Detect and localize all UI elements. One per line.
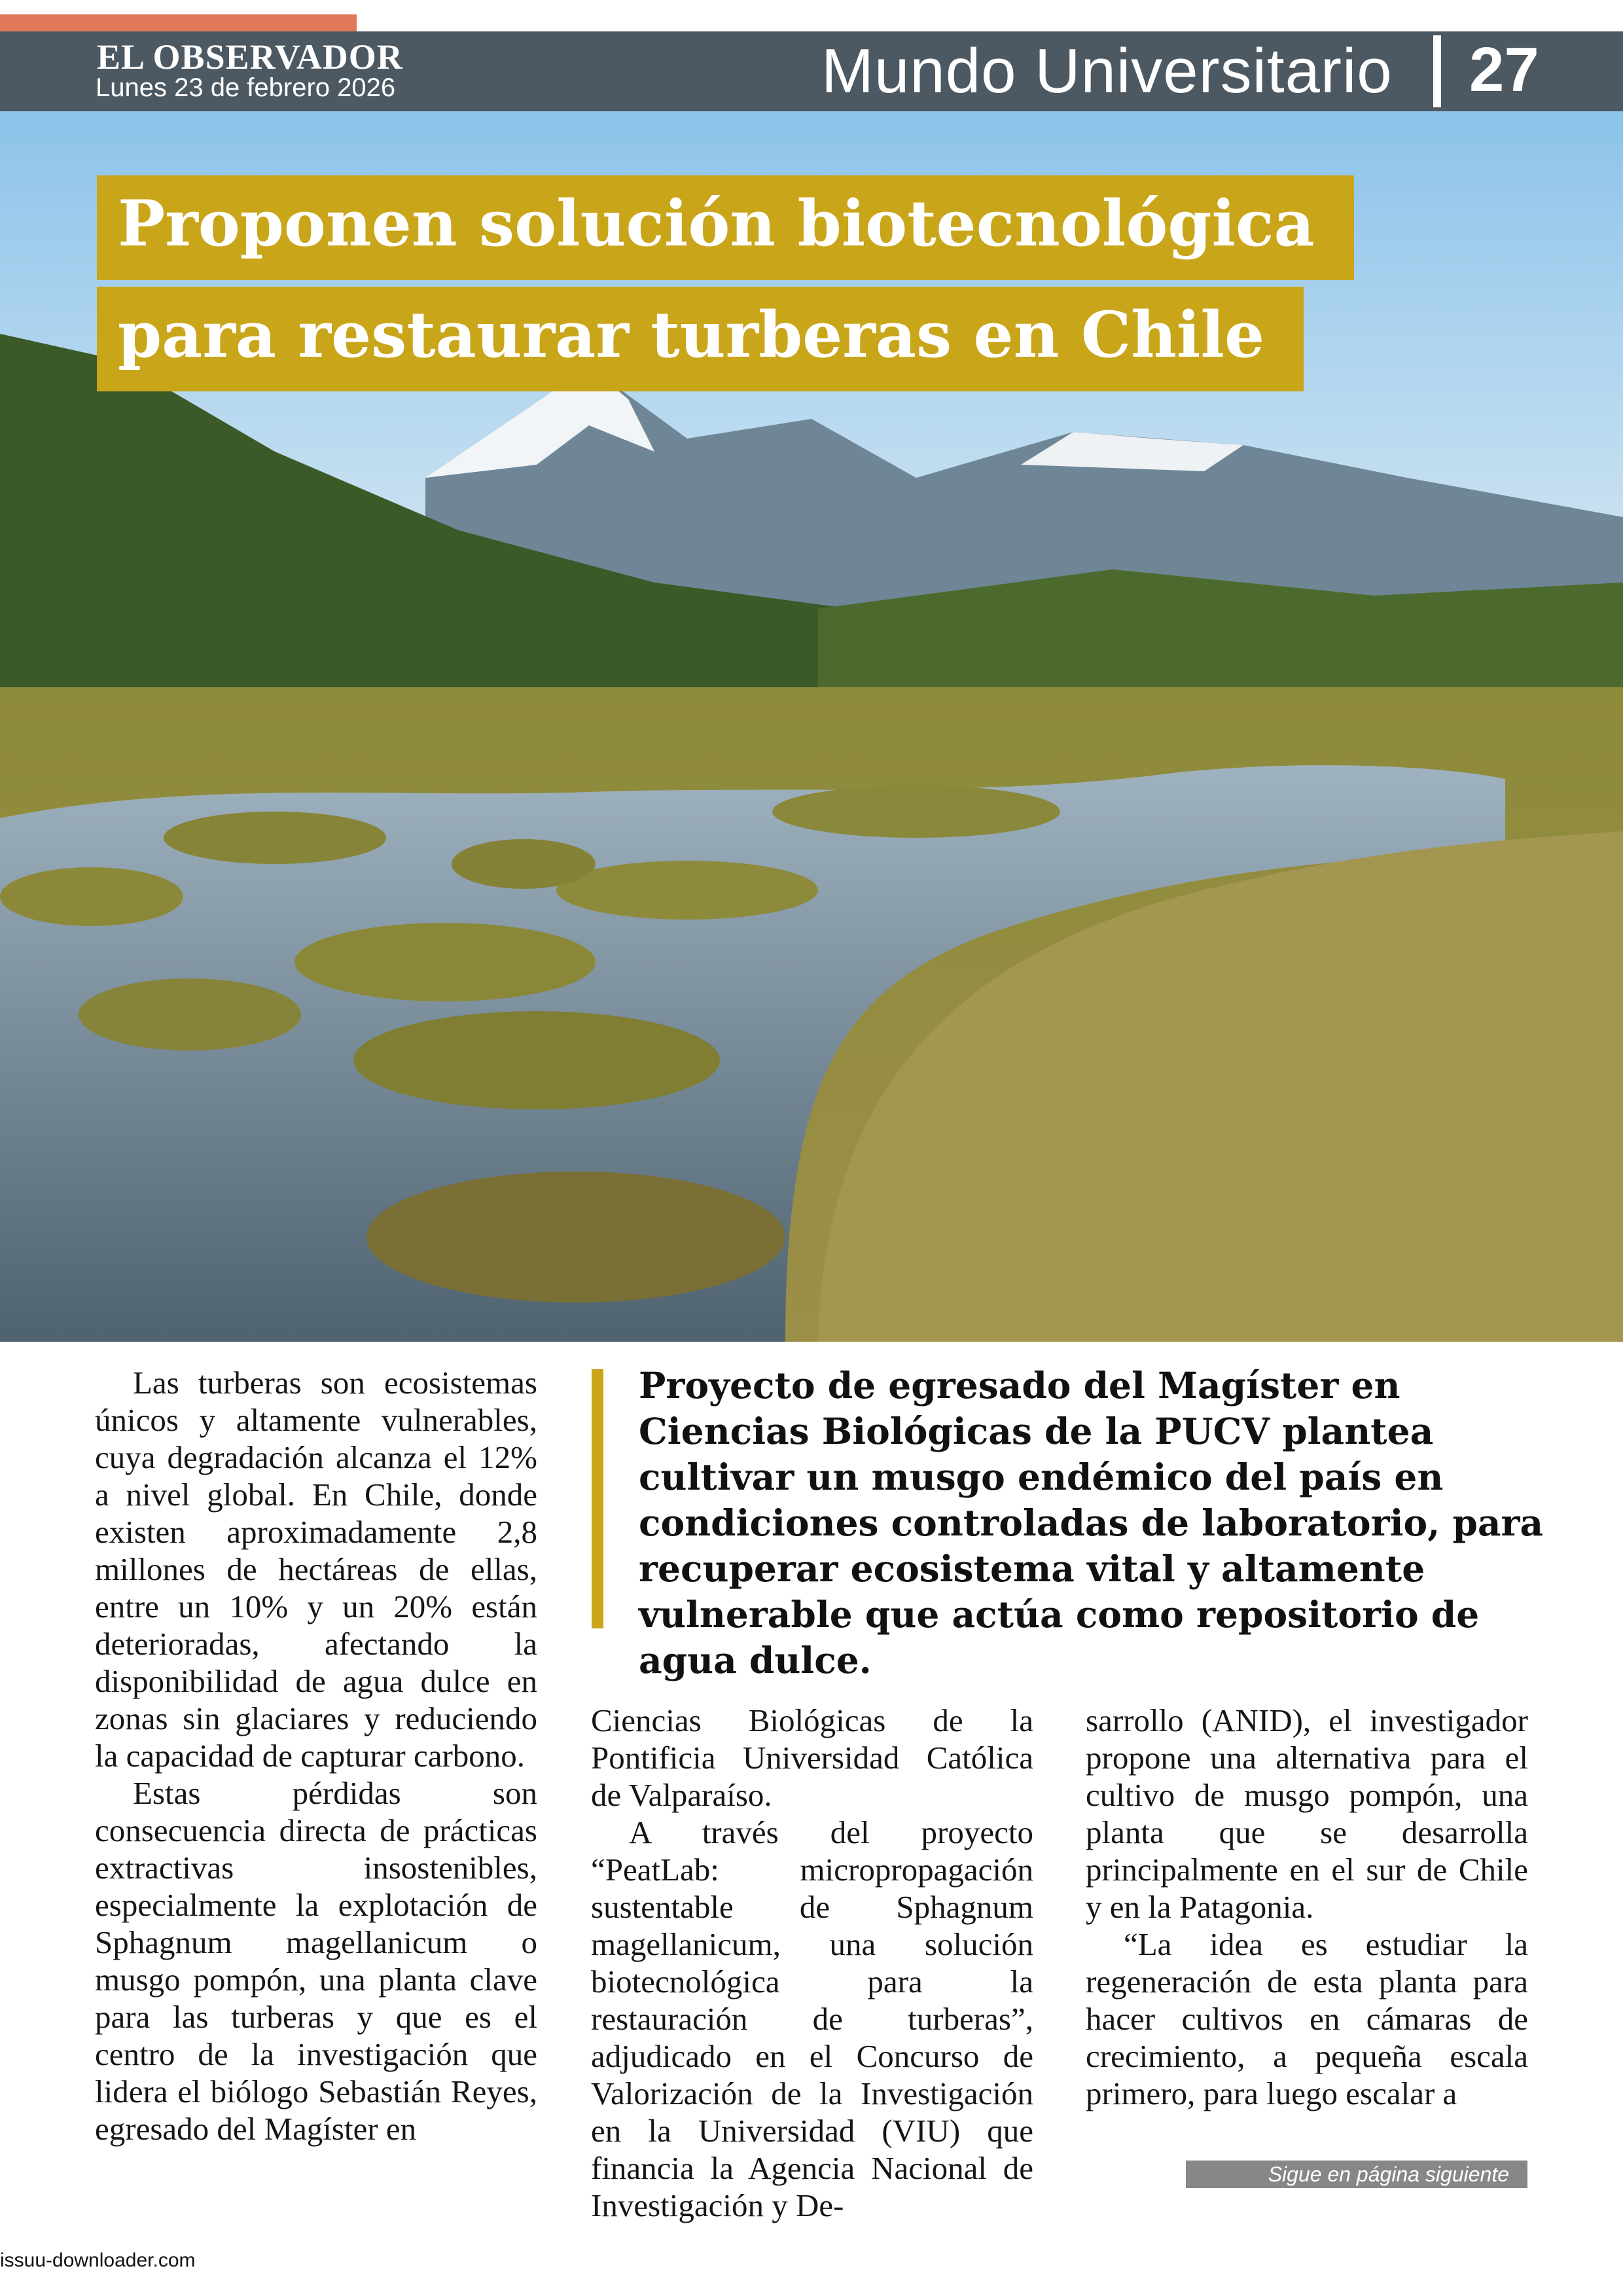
article-column-2 [591, 1702, 1033, 2224]
moss-hummock [772, 785, 1060, 838]
section-title: Mundo Universitario [821, 36, 1393, 106]
moss-hummock [0, 867, 183, 926]
moss-hummock [353, 1011, 720, 1109]
body-paragraph: sarrollo (ANID), el investigador propone una alternativa para el cultivo de musgo pompón, una planta que se desarrolla principalmente en el sur de Chile y en la Patagonia. [1086, 1702, 1528, 1925]
body-paragraph: Ciencias Biológicas de la Pontificia Universidad Católica de Valparaíso. [591, 1702, 1033, 1813]
masthead-accent-tab [0, 14, 357, 31]
moss-hummock [556, 861, 818, 920]
masthead [0, 31, 1623, 111]
headline-line-1: Proponen solución biotecnológica [97, 175, 1354, 280]
moss-hummock [294, 923, 596, 1001]
issue-date: Lunes 23 de febrero 2026 [96, 73, 396, 102]
moss-hummock [452, 839, 596, 889]
page-number: 27 [1469, 35, 1539, 105]
body-paragraph: Estas pérdidas son consecuencia directa de prácticas extractivas insostenibles, especialmente la explotación de Sphagnum magellanicum o musgo pompón, una planta clave para las turberas y que es el centro de la investigación que lidera el biólogo Sebastián Reyes, egresado del Magíster en [95, 1775, 537, 2147]
headline [97, 175, 1354, 398]
moss-hummock [164, 812, 386, 864]
body-paragraph: “La idea es estudiar la regeneración de esta planta para hacer cultivos en cámaras de crecimiento, a pequeña escala primero, para luego escalar a [1086, 1926, 1528, 2111]
headline-line-2: para restaurar turberas en Chile [97, 287, 1304, 391]
lead-accent-bar [592, 1369, 603, 1628]
body-paragraph: Las turberas son ecosistemas únicos y altamente vulnerables, cuya degradación alcanza el 12% a nivel global. En Chile, donde existen aproximadamente 2,8 millones de hectáreas de ellas, entre un 10% y un 20% están deterioradas, afectando la disponibilidad de agua dulce en zonas sin glaciares y reduciendo la capacidad de capturar carbono. [95, 1365, 537, 1774]
body-paragraph: A través del proyecto “PeatLab: micropropagación sustentable de Sphagnum magellanicum, una solución biotecnológica para la restauración de turberas”, adjudicado en el Concurso de Valorización de la Investigación en la Universidad (VIU) que financia la Agencia Nacional de Investigación y De- [591, 1814, 1033, 2223]
footer-source: issuu-downloader.com [0, 2250, 196, 2271]
newspaper-name: EL OBSERVADOR [97, 37, 403, 77]
masthead-divider [1433, 35, 1441, 107]
moss-hummock [79, 978, 301, 1050]
moss-hummock [366, 1172, 785, 1302]
article-column-1 [95, 1364, 537, 2147]
lead-paragraph: Proyecto de egresado del Magíster en Ciencias Biológicas de la PUCV plantea cultivar un musgo endémico del país en condiciones controladas de laboratorio, para recuperar ecosistema vital y altamente vulnerable que actúa como repositorio de agua dulce. [639, 1364, 1544, 1681]
article-column-3 [1086, 1702, 1528, 2112]
continued-label: Sigue en página siguiente [1186, 2161, 1527, 2188]
